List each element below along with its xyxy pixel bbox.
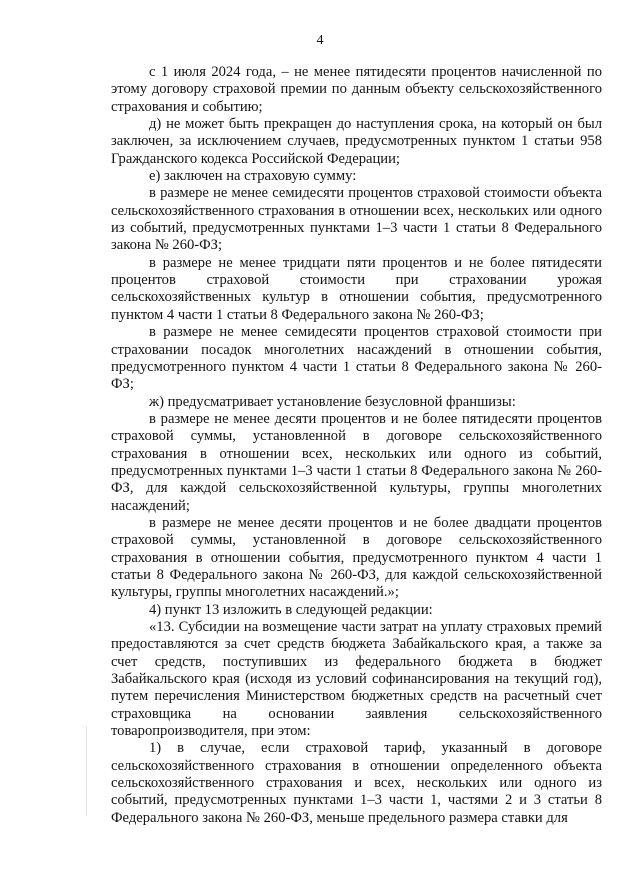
paragraph: в размере не менее десяти процентов и не более пятидесяти процентов страховой суммы, установленной в договоре сельскохозяйственного страхования в отношении всех, нескольких или одного из событий, предусмотренных пунктами 1–3 части 1 статьи 8 Федерального закона № 260-ФЗ, для каждой сельскохозяйственной культуры, группы многолетних насаждений; [111, 410, 602, 514]
paragraph: в размере не менее десяти процентов и не более двадцати процентов страховой суммы, установленной в договоре сельскохозяйственного страхования в отношении события, предусмотренного пунктом 4 части 1 статьи 8 Федерального закона № 260-ФЗ, для каждой сельскохозяйственной культуры, группы многолетних насаждений.»; [111, 514, 602, 601]
paragraph: в размере не менее семидесяти процентов страховой стоимости объекта сельскохозяйственного страхования в отношении всех, нескольких или одного из событий, предусмотренных пунктами 1–3 части 1 статьи 8 Федерального закона № 260-ФЗ; [111, 185, 602, 254]
paragraph: «13. Субсидии на возмещение части затрат на уплату страховых премий предоставляются за счет средств бюджета Забайкальского края, а также за счет средств, поступивших из федерального бюджета в бюджет Забайкальского края (исходя из условий софинансирования на текущий год), путем перечисления Министерством бюджетных средств на расчетный счет страховщика на основании заявления сельскохозяйственного товаропроизводителя, при этом: [111, 619, 602, 740]
paragraph: 4) пункт 13 изложить в следующей редакции: [149, 601, 433, 618]
paragraph: д) не может быть прекращен до наступления срока, на который он был заключен, за исключением случаев, предусмотренных пунктом 1 статьи 958 Гражданского кодекса Российской Федерации; [111, 116, 602, 167]
paragraph: с 1 июля 2024 года, – не менее пятидесяти процентов начисленной по этому договору страховой премии по данным объекту сельскохозяйственного страхования и событию; [111, 64, 602, 115]
paragraph: е) заключен на страховую сумму: [149, 168, 357, 185]
paragraph: в размере не менее семидесяти процентов страховой стоимости при страховании посадок многолетних насаждений в отношении события, предусмотренного пунктом 4 части 1 статьи 8 Федерального закона № 260-ФЗ; [111, 324, 602, 393]
paragraph: 1) в случае, если страховой тариф, указанный в договоре сельскохозяйственного страхования в отношении определенного объекта сельскохозяйственного страхования и всех, нескольких или одного из событий, предусмотренных пунктами 1–3 части 1, частями 2 и 3 статьи 8 Федерального закона № 260-ФЗ, меньше предельного размера ставки для [111, 740, 602, 826]
document-body [111, 64, 602, 827]
scan-margin-mark [86, 726, 87, 816]
paragraph: ж) предусматривает установление безусловной франшизы: [149, 393, 516, 410]
paragraph: в размере не менее тридцати пяти процентов и не более пятидесяти процентов страховой стоимости при страховании урожая сельскохозяйственных культур в отношении события, предусмотренного пунктом 4 части 1 статьи 8 Федерального закона № 260-ФЗ; [111, 254, 602, 323]
page-number: 4 [316, 33, 324, 48]
